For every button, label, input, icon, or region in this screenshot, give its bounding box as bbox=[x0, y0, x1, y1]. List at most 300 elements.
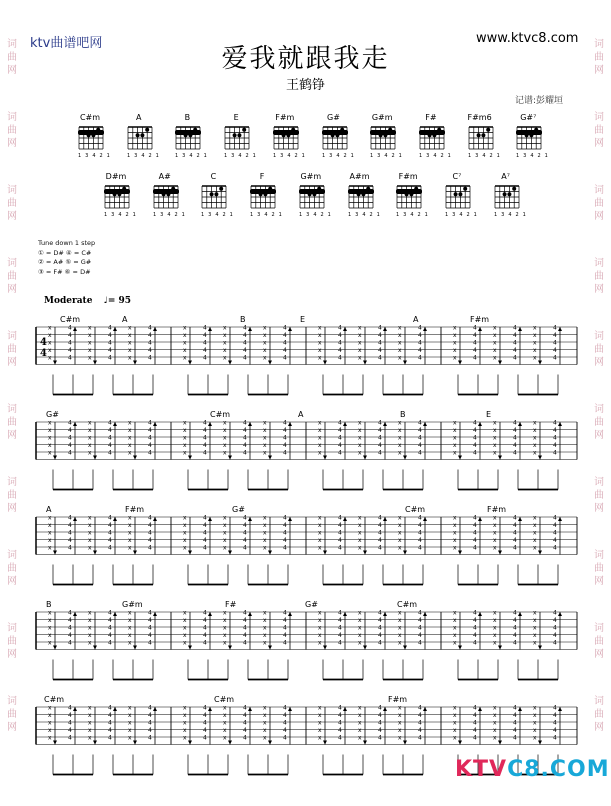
svg-text:x: x bbox=[128, 544, 132, 552]
svg-text:x: x bbox=[88, 617, 92, 624]
svg-text:4: 4 bbox=[203, 354, 207, 362]
svg-text:4: 4 bbox=[338, 522, 342, 529]
svg-text:4: 4 bbox=[338, 449, 342, 457]
svg-text:4: 4 bbox=[148, 354, 152, 362]
watermark-text: 词 曲 网 bbox=[7, 696, 17, 733]
svg-text:4: 4 bbox=[243, 514, 247, 522]
svg-text:1 3 4 2 1: 1 3 4 2 1 bbox=[444, 212, 478, 218]
svg-text:4: 4 bbox=[513, 727, 517, 734]
svg-text:x: x bbox=[453, 624, 457, 632]
svg-text:x: x bbox=[398, 332, 402, 339]
svg-text:x: x bbox=[223, 522, 227, 529]
svg-text:x: x bbox=[358, 537, 362, 544]
chord-grid bbox=[343, 182, 381, 218]
chord-grid bbox=[414, 123, 452, 159]
svg-text:4: 4 bbox=[203, 719, 207, 727]
svg-text:4: 4 bbox=[418, 419, 422, 427]
svg-text:x: x bbox=[398, 434, 402, 442]
svg-text:4: 4 bbox=[243, 332, 247, 339]
svg-text:x: x bbox=[88, 624, 92, 632]
chord-grid bbox=[294, 182, 332, 218]
svg-text:x: x bbox=[398, 617, 402, 624]
svg-text:x: x bbox=[88, 522, 92, 529]
svg-text:4: 4 bbox=[473, 719, 477, 727]
svg-text:x: x bbox=[183, 354, 187, 362]
svg-text:x: x bbox=[358, 514, 362, 522]
svg-text:4: 4 bbox=[108, 624, 112, 632]
svg-text:4: 4 bbox=[283, 734, 287, 742]
svg-text:4: 4 bbox=[68, 727, 72, 734]
tab-chord-label: E bbox=[486, 410, 492, 419]
svg-text:x: x bbox=[183, 719, 187, 727]
chord-name: G#m bbox=[371, 113, 393, 122]
svg-text:4: 4 bbox=[283, 727, 287, 734]
svg-text:4: 4 bbox=[68, 354, 72, 362]
tab-system bbox=[0, 410, 611, 490]
svg-text:x: x bbox=[453, 522, 457, 529]
svg-text:4: 4 bbox=[68, 639, 72, 647]
svg-text:4: 4 bbox=[243, 719, 247, 727]
tab-system bbox=[0, 315, 611, 395]
svg-text:1 3 4 2 1: 1 3 4 2 1 bbox=[126, 153, 160, 159]
svg-text:x: x bbox=[263, 442, 267, 449]
svg-text:x: x bbox=[263, 727, 267, 734]
svg-text:4: 4 bbox=[283, 719, 287, 727]
svg-text:x: x bbox=[533, 609, 537, 617]
svg-text:4: 4 bbox=[553, 719, 557, 727]
svg-text:x: x bbox=[48, 734, 52, 742]
svg-text:x: x bbox=[128, 324, 132, 332]
chord-diagram bbox=[362, 113, 402, 159]
svg-text:4: 4 bbox=[378, 609, 382, 617]
tab-chord-label: E bbox=[300, 315, 306, 324]
svg-text:x: x bbox=[88, 442, 92, 449]
svg-text:4: 4 bbox=[243, 419, 247, 427]
svg-text:x: x bbox=[263, 719, 267, 727]
svg-text:4: 4 bbox=[68, 434, 72, 442]
svg-text:x: x bbox=[183, 442, 187, 449]
svg-text:x: x bbox=[318, 617, 322, 624]
svg-text:x: x bbox=[223, 332, 227, 339]
svg-text:4: 4 bbox=[148, 609, 152, 617]
chord-diagram bbox=[508, 113, 548, 159]
svg-text:4: 4 bbox=[203, 419, 207, 427]
svg-text:4: 4 bbox=[553, 339, 557, 347]
svg-text:x: x bbox=[48, 632, 52, 639]
svg-text:4: 4 bbox=[243, 537, 247, 544]
svg-text:4: 4 bbox=[243, 704, 247, 712]
chord-name: F# bbox=[425, 113, 437, 122]
svg-text:x: x bbox=[263, 639, 267, 647]
svg-text:x: x bbox=[533, 522, 537, 529]
svg-text:x: x bbox=[48, 617, 52, 624]
svg-text:4: 4 bbox=[148, 624, 152, 632]
svg-text:4: 4 bbox=[68, 544, 72, 552]
svg-text:x: x bbox=[453, 632, 457, 639]
svg-text:x: x bbox=[398, 727, 402, 734]
svg-text:x: x bbox=[223, 609, 227, 617]
watermark-text: 词 曲 网 bbox=[594, 623, 604, 660]
svg-text:x: x bbox=[493, 712, 497, 719]
svg-text:4: 4 bbox=[148, 449, 152, 457]
chord-grid bbox=[440, 182, 478, 218]
svg-text:4: 4 bbox=[338, 639, 342, 647]
svg-text:4: 4 bbox=[513, 537, 517, 544]
svg-text:4: 4 bbox=[203, 442, 207, 449]
svg-text:4: 4 bbox=[68, 514, 72, 522]
svg-text:x: x bbox=[318, 449, 322, 457]
svg-text:4: 4 bbox=[148, 332, 152, 339]
svg-text:x: x bbox=[263, 427, 267, 434]
svg-text:4: 4 bbox=[108, 347, 112, 354]
svg-text:4: 4 bbox=[283, 514, 287, 522]
watermark-text: 词 曲 网 bbox=[594, 550, 604, 587]
chord-diagram bbox=[291, 172, 331, 218]
svg-text:x: x bbox=[48, 514, 52, 522]
watermark-text: 词 曲 网 bbox=[594, 696, 604, 733]
svg-text:4: 4 bbox=[243, 354, 247, 362]
watermark-text: 词 曲 网 bbox=[7, 331, 17, 368]
svg-text:x: x bbox=[88, 632, 92, 639]
svg-text:4: 4 bbox=[108, 354, 112, 362]
svg-text:4: 4 bbox=[148, 529, 152, 537]
svg-text:4: 4 bbox=[418, 529, 422, 537]
svg-text:x: x bbox=[398, 347, 402, 354]
svg-text:x: x bbox=[263, 704, 267, 712]
svg-text:4: 4 bbox=[553, 704, 557, 712]
svg-text:x: x bbox=[183, 434, 187, 442]
svg-text:4: 4 bbox=[108, 324, 112, 332]
chord-diagram bbox=[193, 172, 233, 218]
svg-text:x: x bbox=[398, 704, 402, 712]
svg-text:x: x bbox=[533, 514, 537, 522]
svg-text:x: x bbox=[183, 712, 187, 719]
chord-grid bbox=[268, 123, 306, 159]
svg-text:x: x bbox=[48, 624, 52, 632]
svg-text:x: x bbox=[263, 734, 267, 742]
svg-text:4: 4 bbox=[203, 624, 207, 632]
svg-text:x: x bbox=[88, 332, 92, 339]
svg-text:4: 4 bbox=[243, 442, 247, 449]
tab-chord-label: B bbox=[46, 600, 52, 609]
tab-chord-label: C#m bbox=[210, 410, 231, 419]
svg-text:4: 4 bbox=[513, 639, 517, 647]
svg-text:4: 4 bbox=[553, 427, 557, 434]
tab-chord-label: G# bbox=[46, 410, 59, 419]
svg-text:x: x bbox=[88, 704, 92, 712]
svg-text:x: x bbox=[358, 632, 362, 639]
svg-text:x: x bbox=[318, 434, 322, 442]
svg-text:4: 4 bbox=[108, 442, 112, 449]
svg-text:x: x bbox=[128, 339, 132, 347]
svg-text:4: 4 bbox=[148, 324, 152, 332]
svg-text:1 3 4 2 1: 1 3 4 2 1 bbox=[272, 153, 306, 159]
time-signature-bottom: 4 bbox=[40, 348, 47, 359]
svg-text:x: x bbox=[223, 324, 227, 332]
chord-diagram bbox=[167, 113, 207, 159]
svg-text:x: x bbox=[128, 419, 132, 427]
svg-text:x: x bbox=[128, 617, 132, 624]
chord-diagram bbox=[96, 172, 136, 218]
svg-text:4: 4 bbox=[513, 449, 517, 457]
svg-text:x: x bbox=[533, 544, 537, 552]
chord-name: A⁷ bbox=[501, 172, 510, 181]
svg-text:4: 4 bbox=[553, 544, 557, 552]
svg-text:4: 4 bbox=[378, 522, 382, 529]
svg-text:x: x bbox=[453, 609, 457, 617]
svg-text:x: x bbox=[533, 427, 537, 434]
svg-text:x: x bbox=[128, 449, 132, 457]
svg-text:4: 4 bbox=[203, 449, 207, 457]
site-url[interactable]: www.ktvc8.com bbox=[476, 31, 579, 46]
svg-text:4: 4 bbox=[378, 617, 382, 624]
svg-text:4: 4 bbox=[68, 712, 72, 719]
svg-text:x: x bbox=[358, 704, 362, 712]
svg-text:1 3 4 2 1: 1 3 4 2 1 bbox=[321, 153, 355, 159]
chord-diagram bbox=[340, 172, 380, 218]
svg-text:4: 4 bbox=[148, 442, 152, 449]
svg-text:4: 4 bbox=[378, 727, 382, 734]
svg-text:4: 4 bbox=[513, 419, 517, 427]
svg-text:x: x bbox=[48, 639, 52, 647]
svg-text:x: x bbox=[493, 449, 497, 457]
svg-text:4: 4 bbox=[108, 704, 112, 712]
svg-text:x: x bbox=[88, 324, 92, 332]
svg-text:4: 4 bbox=[378, 704, 382, 712]
svg-text:4: 4 bbox=[203, 617, 207, 624]
svg-text:x: x bbox=[493, 704, 497, 712]
svg-text:x: x bbox=[263, 347, 267, 354]
svg-text:4: 4 bbox=[473, 522, 477, 529]
svg-text:4: 4 bbox=[68, 624, 72, 632]
tuning-line-1: ① = D# ④ = C# bbox=[38, 248, 92, 257]
svg-text:x: x bbox=[453, 734, 457, 742]
svg-text:4: 4 bbox=[283, 704, 287, 712]
svg-text:4: 4 bbox=[473, 442, 477, 449]
svg-text:x: x bbox=[398, 537, 402, 544]
svg-text:4: 4 bbox=[418, 639, 422, 647]
svg-text:x: x bbox=[318, 727, 322, 734]
svg-text:x: x bbox=[493, 537, 497, 544]
chord-name: E bbox=[233, 113, 239, 122]
svg-text:x: x bbox=[88, 449, 92, 457]
svg-text:x: x bbox=[183, 339, 187, 347]
svg-text:4: 4 bbox=[203, 522, 207, 529]
svg-text:4: 4 bbox=[513, 529, 517, 537]
svg-text:x: x bbox=[318, 324, 322, 332]
svg-text:4: 4 bbox=[553, 347, 557, 354]
svg-text:4: 4 bbox=[338, 624, 342, 632]
tab-chord-label: A bbox=[46, 505, 52, 514]
svg-text:4: 4 bbox=[148, 544, 152, 552]
svg-text:4: 4 bbox=[148, 339, 152, 347]
svg-text:x: x bbox=[318, 537, 322, 544]
svg-text:x: x bbox=[533, 727, 537, 734]
svg-text:x: x bbox=[223, 624, 227, 632]
svg-text:x: x bbox=[183, 609, 187, 617]
svg-text:x: x bbox=[263, 339, 267, 347]
svg-text:4: 4 bbox=[513, 712, 517, 719]
svg-text:4: 4 bbox=[513, 347, 517, 354]
svg-text:4: 4 bbox=[108, 537, 112, 544]
svg-text:4: 4 bbox=[378, 354, 382, 362]
svg-text:4: 4 bbox=[68, 324, 72, 332]
svg-text:x: x bbox=[533, 347, 537, 354]
svg-text:x: x bbox=[88, 354, 92, 362]
footer-logo-part1: KTV bbox=[455, 757, 508, 782]
svg-text:4: 4 bbox=[108, 529, 112, 537]
tempo-label: Moderate bbox=[44, 296, 93, 306]
svg-text:4: 4 bbox=[418, 727, 422, 734]
svg-text:4: 4 bbox=[68, 609, 72, 617]
svg-text:x: x bbox=[263, 632, 267, 639]
svg-text:4: 4 bbox=[203, 324, 207, 332]
svg-text:x: x bbox=[128, 514, 132, 522]
chord-diagram bbox=[265, 113, 305, 159]
svg-text:x: x bbox=[318, 734, 322, 742]
svg-text:1 3 4 2 1: 1 3 4 2 1 bbox=[347, 212, 381, 218]
svg-text:x: x bbox=[48, 324, 52, 332]
svg-text:4: 4 bbox=[283, 624, 287, 632]
svg-text:4: 4 bbox=[553, 537, 557, 544]
artist-name: 王鹤铮 bbox=[285, 78, 325, 93]
svg-text:4: 4 bbox=[473, 537, 477, 544]
svg-text:4: 4 bbox=[418, 514, 422, 522]
svg-text:4: 4 bbox=[108, 617, 112, 624]
svg-text:x: x bbox=[48, 332, 52, 339]
svg-text:4: 4 bbox=[108, 727, 112, 734]
svg-text:x: x bbox=[398, 419, 402, 427]
watermark-text: 词 曲 网 bbox=[7, 477, 17, 514]
svg-text:4: 4 bbox=[473, 704, 477, 712]
svg-text:4: 4 bbox=[473, 332, 477, 339]
svg-text:4: 4 bbox=[473, 354, 477, 362]
svg-text:4: 4 bbox=[68, 427, 72, 434]
svg-text:4: 4 bbox=[68, 617, 72, 624]
svg-text:4: 4 bbox=[148, 719, 152, 727]
svg-text:x: x bbox=[183, 347, 187, 354]
svg-text:4: 4 bbox=[108, 434, 112, 442]
svg-text:4: 4 bbox=[418, 537, 422, 544]
svg-text:4: 4 bbox=[243, 734, 247, 742]
svg-text:x: x bbox=[88, 639, 92, 647]
svg-text:x: x bbox=[533, 434, 537, 442]
chord-diagram bbox=[460, 113, 500, 159]
svg-text:4: 4 bbox=[513, 609, 517, 617]
tuning-heading: Tune down 1 step bbox=[38, 239, 96, 247]
svg-text:x: x bbox=[48, 609, 52, 617]
svg-text:x: x bbox=[453, 639, 457, 647]
svg-text:x: x bbox=[493, 434, 497, 442]
svg-text:4: 4 bbox=[148, 514, 152, 522]
chord-grid bbox=[511, 123, 550, 159]
svg-text:4: 4 bbox=[338, 332, 342, 339]
svg-text:4: 4 bbox=[513, 734, 517, 742]
svg-text:4: 4 bbox=[553, 632, 557, 639]
svg-text:x: x bbox=[48, 354, 52, 362]
svg-text:4: 4 bbox=[378, 719, 382, 727]
svg-text:4: 4 bbox=[243, 427, 247, 434]
svg-text:4: 4 bbox=[513, 514, 517, 522]
svg-text:4: 4 bbox=[473, 727, 477, 734]
chord-name: G#⁷ bbox=[520, 113, 537, 122]
chord-name: B bbox=[184, 113, 191, 122]
svg-text:4: 4 bbox=[418, 719, 422, 727]
svg-text:x: x bbox=[263, 617, 267, 624]
svg-text:x: x bbox=[263, 529, 267, 537]
svg-text:x: x bbox=[263, 544, 267, 552]
svg-text:x: x bbox=[358, 712, 362, 719]
svg-text:x: x bbox=[358, 347, 362, 354]
svg-text:4: 4 bbox=[108, 419, 112, 427]
svg-text:x: x bbox=[183, 704, 187, 712]
svg-text:x: x bbox=[223, 617, 227, 624]
chord-name: G# bbox=[327, 113, 340, 122]
svg-text:4: 4 bbox=[283, 434, 287, 442]
svg-text:4: 4 bbox=[513, 442, 517, 449]
svg-text:x: x bbox=[88, 719, 92, 727]
tab-chord-label: A bbox=[413, 315, 419, 324]
svg-text:4: 4 bbox=[378, 339, 382, 347]
svg-text:4: 4 bbox=[68, 449, 72, 457]
svg-text:x: x bbox=[48, 347, 52, 354]
svg-text:x: x bbox=[88, 727, 92, 734]
chord-name: A bbox=[135, 113, 142, 122]
watermark-text: 词 曲 网 bbox=[7, 404, 17, 441]
chord-diagram bbox=[437, 172, 477, 218]
svg-text:4: 4 bbox=[553, 442, 557, 449]
tab-chord-label: C#m bbox=[214, 695, 235, 704]
svg-text:4: 4 bbox=[283, 347, 287, 354]
chord-grid bbox=[219, 123, 258, 159]
svg-text:4: 4 bbox=[338, 514, 342, 522]
svg-text:4: 4 bbox=[338, 324, 342, 332]
svg-text:4: 4 bbox=[338, 529, 342, 537]
chord-grid bbox=[73, 123, 112, 159]
svg-text:x: x bbox=[358, 354, 362, 362]
svg-text:4: 4 bbox=[283, 617, 287, 624]
svg-text:x: x bbox=[223, 734, 227, 742]
svg-text:x: x bbox=[398, 712, 402, 719]
chord-grid bbox=[391, 182, 430, 218]
tab-staff bbox=[0, 315, 611, 395]
svg-text:4: 4 bbox=[338, 719, 342, 727]
tab-chord-label: F#m bbox=[470, 315, 490, 324]
svg-text:x: x bbox=[398, 339, 402, 347]
chord-grid bbox=[148, 182, 186, 218]
svg-text:4: 4 bbox=[203, 734, 207, 742]
svg-text:x: x bbox=[493, 347, 497, 354]
svg-text:4: 4 bbox=[473, 544, 477, 552]
svg-text:x: x bbox=[48, 537, 52, 544]
svg-text:x: x bbox=[453, 434, 457, 442]
svg-text:x: x bbox=[358, 522, 362, 529]
chord-grid bbox=[489, 182, 527, 218]
svg-text:4: 4 bbox=[418, 332, 422, 339]
chord-diagram bbox=[145, 172, 185, 218]
svg-text:4: 4 bbox=[513, 544, 517, 552]
svg-text:4: 4 bbox=[338, 632, 342, 639]
svg-text:x: x bbox=[533, 332, 537, 339]
svg-text:4: 4 bbox=[243, 727, 247, 734]
svg-text:x: x bbox=[533, 419, 537, 427]
svg-text:4: 4 bbox=[378, 624, 382, 632]
svg-text:4: 4 bbox=[473, 617, 477, 624]
svg-text:4: 4 bbox=[148, 712, 152, 719]
svg-text:4: 4 bbox=[338, 544, 342, 552]
svg-text:x: x bbox=[88, 347, 92, 354]
svg-text:x: x bbox=[358, 617, 362, 624]
